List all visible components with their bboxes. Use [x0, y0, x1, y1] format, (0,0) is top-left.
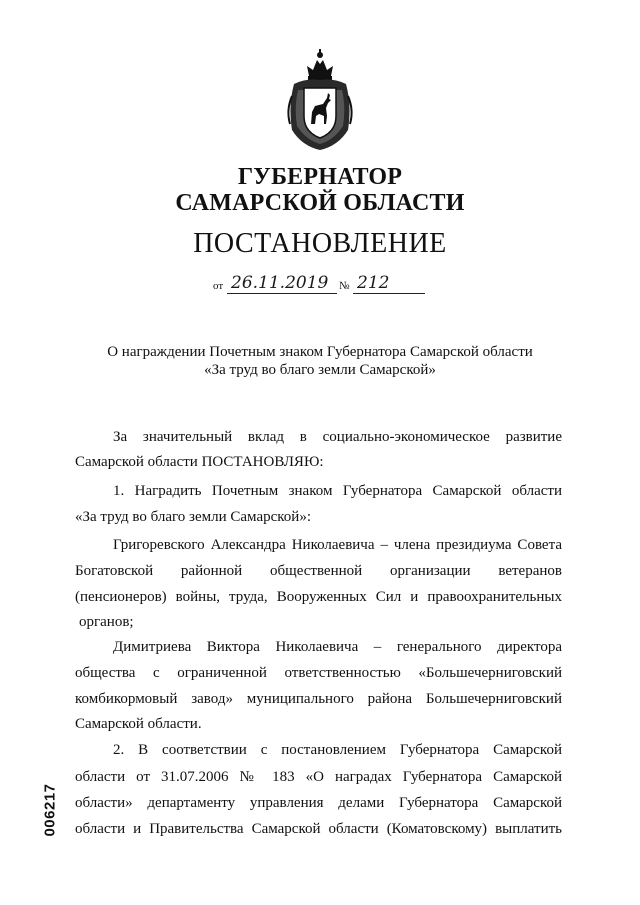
- body-line: комбикормовый завод» муниципального района Большечерниговский: [75, 691, 562, 707]
- decree-date-number: [213, 274, 453, 294]
- body-line: Григоревского Александра Николаевича – члена президиума Совета: [113, 537, 562, 553]
- body-line: 2. В соответствии с постановлением Губернатора Самарской: [113, 742, 562, 758]
- document-type-heading: ПОСТАНОВЛЕНИЕ: [193, 228, 447, 259]
- body-line: общества с ограниченной ответственностью «Большечерниговский: [75, 665, 562, 681]
- coat-of-arms-emblem: [284, 46, 356, 152]
- region-title: САМАРСКОЙ ОБЛАСТИ: [175, 190, 465, 216]
- crown-icon: [307, 49, 333, 80]
- subject-line-2: «За труд во благо земли Самарской»: [204, 362, 436, 378]
- number-handwritten: 212: [357, 273, 390, 293]
- subject-line-1: О награждении Почетным знаком Губернатора Самарской области: [107, 344, 533, 360]
- governor-title: ГУБЕРНАТОР: [237, 164, 403, 190]
- body-line: (пенсионеров) войны, труда, Вооруженных Сил и правоохранительных: [75, 589, 562, 605]
- number-label: №: [339, 280, 350, 292]
- date-label: от: [213, 280, 224, 292]
- body-line: области от 31.07.2006 № 183 «О наградах Губернатора Самарской: [75, 769, 562, 785]
- body-line: области» департаменту управления делами Губернатора Самарской: [75, 795, 562, 811]
- body-line: «За труд во благо земли Самарской»:: [75, 509, 311, 525]
- body-line: За значительный вклад в социально-экономическое развитие: [113, 429, 562, 445]
- margin-serial-number: 006217: [41, 783, 59, 837]
- body-line: Самарской области.: [75, 716, 202, 732]
- body-line: области и Правительства Самарской области (Коматовскому) выплатить: [75, 821, 562, 837]
- body-line: органов;: [79, 614, 134, 630]
- body-line: 1. Наградить Почетным знаком Губернатора Самарской области: [113, 483, 562, 499]
- body-line: Димитриева Виктора Николаевича – генерального директора: [113, 639, 562, 655]
- body-line: Богатовской районной общественной организации ветеранов: [75, 563, 562, 579]
- date-handwritten: 26.11.2019: [231, 273, 329, 293]
- body-line: Самарской области ПОСТАНОВЛЯЮ:: [75, 454, 324, 470]
